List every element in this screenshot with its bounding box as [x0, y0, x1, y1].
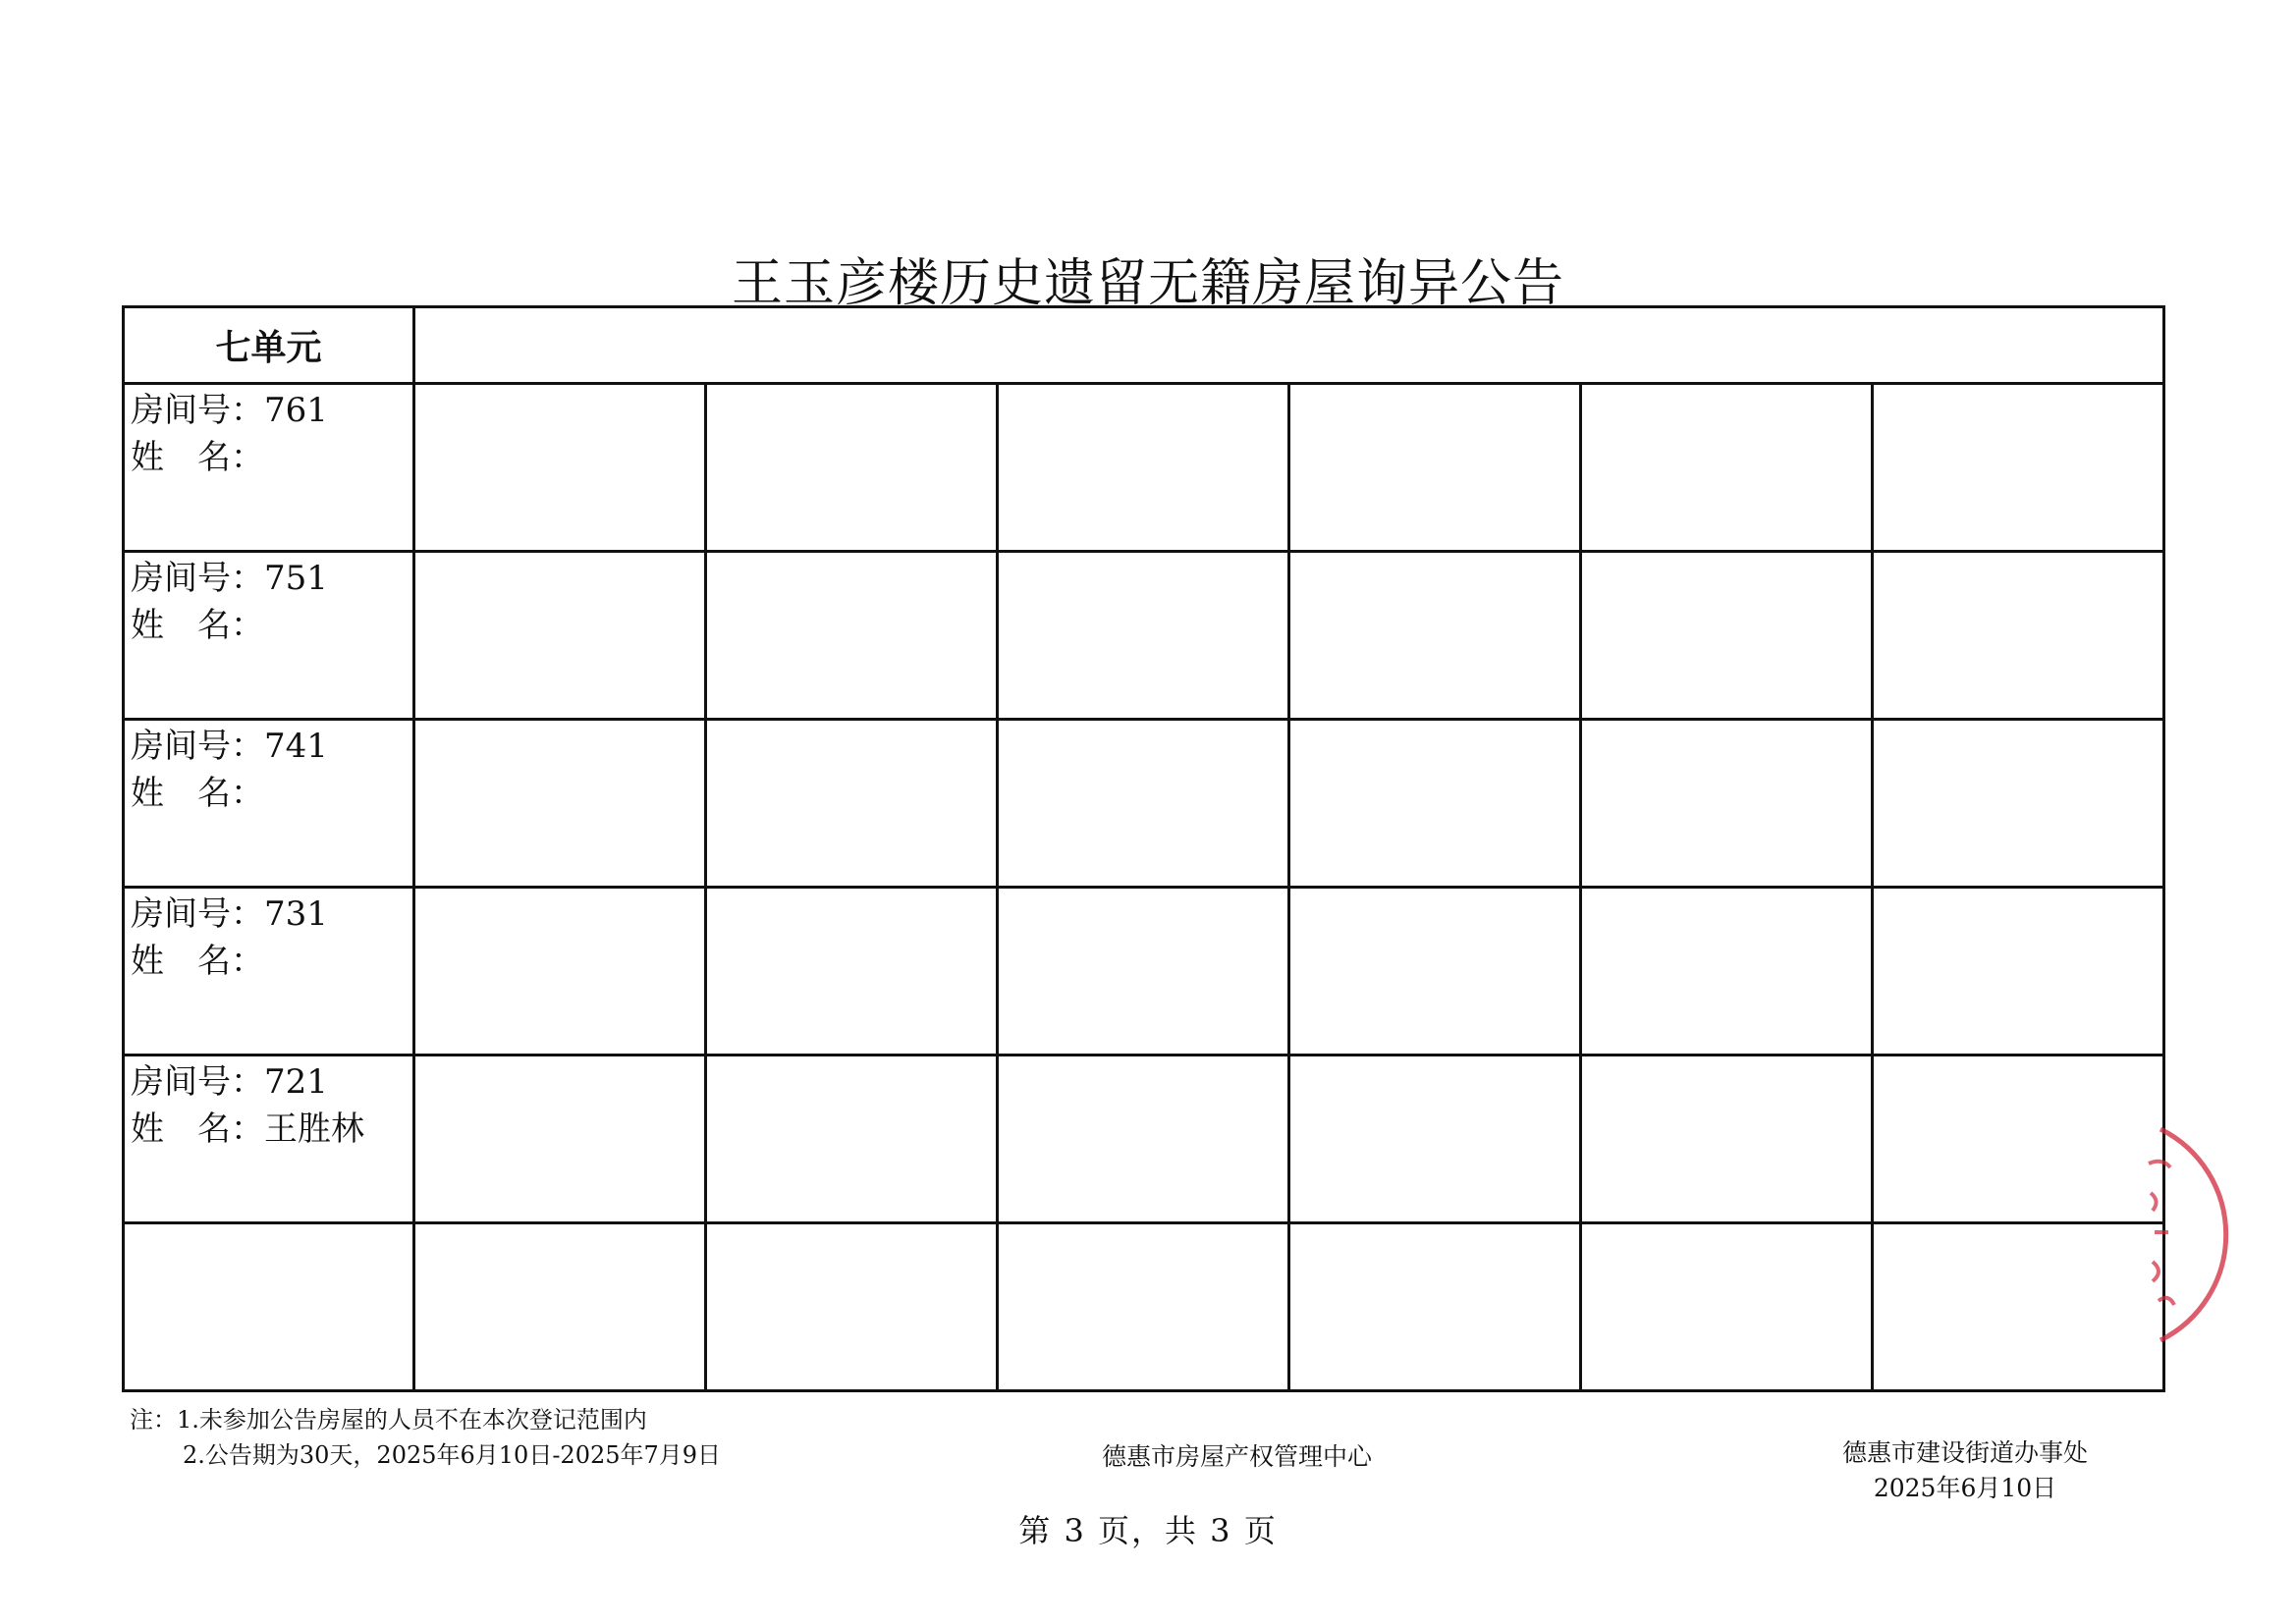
blank-cell: [414, 1223, 706, 1391]
blank-cell: [1873, 1056, 2164, 1223]
occupant-name: 姓 名：: [131, 774, 264, 813]
blank-cell: [1289, 1056, 1581, 1223]
unit-label: 七单元: [124, 307, 414, 384]
room-number: 房间号：721: [131, 1062, 328, 1102]
blank-cell: [706, 1223, 998, 1391]
blank-cell: [998, 384, 1289, 552]
room-number: 房间号：761: [131, 391, 328, 430]
blank-cell: [998, 1223, 1289, 1391]
blank-cell: [1581, 1223, 1873, 1391]
blank-cell: [998, 720, 1289, 888]
blank-cell: [1873, 384, 2164, 552]
blank-cell: [706, 720, 998, 888]
blank-cell: [1873, 888, 2164, 1056]
blank-cell: [1289, 888, 1581, 1056]
blank-cell: [1289, 384, 1581, 552]
room-cell: [124, 720, 414, 888]
official-seal-icon: [2141, 1105, 2296, 1360]
table-row: [124, 552, 2164, 720]
occupant-name: 姓 名：: [131, 438, 264, 477]
blank-cell: [1581, 720, 1873, 888]
blank-cell: [1289, 720, 1581, 888]
blank-cell: [1581, 888, 1873, 1056]
table-row: [124, 384, 2164, 552]
room-table: [122, 305, 2165, 1392]
unit-header-blank: [414, 307, 2164, 384]
unit-header-row: [124, 307, 2164, 384]
blank-cell: [414, 720, 706, 888]
blank-cell: [998, 888, 1289, 1056]
blank-cell: [414, 384, 706, 552]
room-cell: [124, 1056, 414, 1223]
room-cell: [124, 888, 414, 1056]
office-name: 德惠市建设街道办事处: [1842, 1438, 2089, 1467]
blank-cell: [706, 888, 998, 1056]
issue-date: 2025年6月10日: [1873, 1474, 2057, 1502]
blank-cell: [124, 1223, 414, 1391]
blank-cell: [998, 552, 1289, 720]
blank-cell: [706, 552, 998, 720]
notes: [130, 1402, 721, 1473]
table-row: [124, 1223, 2164, 1391]
issuing-office: [1842, 1435, 2088, 1506]
room-cell: [124, 384, 414, 552]
blank-cell: [1873, 720, 2164, 888]
blank-cell: [414, 552, 706, 720]
blank-cell: [706, 384, 998, 552]
note-line-1: 注：1.未参加公告房屋的人员不在本次登记范围内: [130, 1406, 647, 1434]
blank-cell: [1289, 1223, 1581, 1391]
blank-cell: [1581, 1056, 1873, 1223]
blank-cell: [706, 1056, 998, 1223]
table-row: [124, 1056, 2164, 1223]
notice-title: 王玉彦楼历史遗留无籍房屋询异公告: [731, 254, 1564, 313]
table-row: [124, 888, 2164, 1056]
occupant-name: 姓 名：王胜林: [131, 1110, 364, 1149]
blank-cell: [1581, 384, 1873, 552]
room-number: 房间号：731: [131, 894, 328, 934]
blank-cell: [998, 1056, 1289, 1223]
blank-cell: [1873, 552, 2164, 720]
blank-cell: [1873, 1223, 2164, 1391]
occupant-name: 姓 名：: [131, 942, 264, 981]
room-cell: [124, 552, 414, 720]
occupant-name: 姓 名：: [131, 606, 264, 645]
room-number: 房间号：751: [131, 559, 328, 598]
blank-cell: [414, 1056, 706, 1223]
note-line-2: 2.公告期为30天，2025年6月10日-2025年7月9日: [183, 1441, 722, 1469]
page-indicator: 第 3 页，共 3 页: [1018, 1512, 1278, 1549]
blank-cell: [1581, 552, 1873, 720]
room-number: 房间号：741: [131, 727, 328, 766]
issuing-center: 德惠市房屋产权管理中心: [1102, 1442, 1373, 1471]
table-row: [124, 720, 2164, 888]
blank-cell: [1289, 552, 1581, 720]
blank-cell: [414, 888, 706, 1056]
